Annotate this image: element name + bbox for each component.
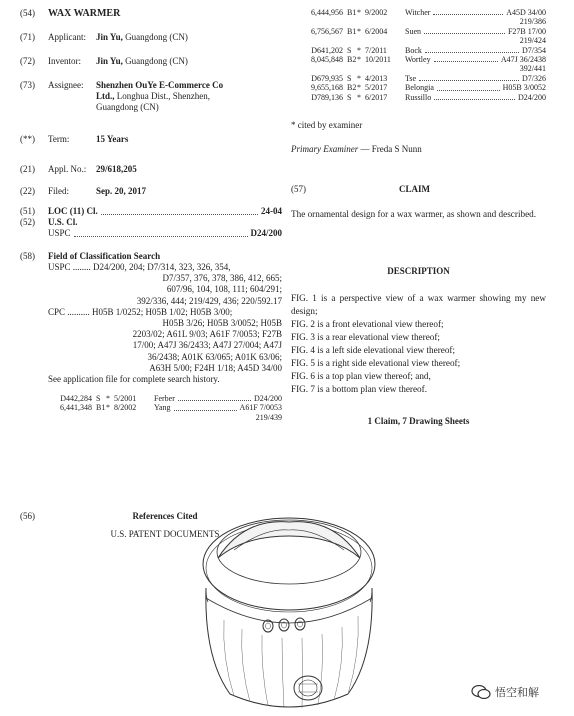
search-line: 36/2438; A01K 63/065; A01K 63/06; [147, 351, 282, 362]
leader-dots [437, 83, 500, 90]
claim-code: (57) [291, 184, 306, 194]
reference-row [291, 74, 546, 83]
ref-number: D641,202 [311, 45, 343, 55]
leader-dots [425, 46, 519, 53]
ref-class-continued: 392/441 [519, 64, 546, 74]
assignee-code: (73) [20, 80, 35, 90]
assignee-ltd: Ltd., [96, 91, 115, 102]
figure-description: FIG. 6 is a top plan view thereof; and, [291, 371, 431, 381]
ref-date: 6/2004 [365, 26, 388, 36]
description-list [291, 292, 546, 396]
figure-description: FIG. 5 is a right side elevational view thereof; [291, 358, 461, 368]
ref-date: 6/2017 [365, 92, 388, 102]
uspc-label: USPC [48, 228, 71, 238]
ref-class: A61F 7/0053 [239, 403, 282, 413]
ref-inventor: Belongia [405, 83, 434, 93]
ref-inventor: Yang [154, 403, 171, 413]
ref-inventor: Suen [405, 26, 421, 36]
search-line: D7/357, 376, 378, 386, 412, 665; [162, 273, 282, 284]
inventor-location: Guangdong (CN) [122, 56, 188, 66]
wechat-icon [471, 685, 491, 699]
search-line: H05B 3/26; H05B 3/0052; H05B [162, 318, 282, 329]
wax-warmer-drawing [184, 498, 394, 712]
reference-row [291, 55, 546, 64]
inventor-label: Inventor: [48, 56, 81, 66]
ref-class: D7/326 [522, 73, 546, 83]
ref-number: 8,045,848 [311, 55, 343, 65]
ref-number: 9,655,168 [311, 83, 343, 93]
search-label: Field of Classification Search [48, 251, 161, 261]
ref-star: * [357, 83, 361, 93]
assignee-address-2: Guangdong (CN) [96, 102, 159, 113]
ref-star: * [357, 8, 361, 17]
reference-row [291, 83, 546, 92]
refs-right-list [291, 8, 546, 102]
ref-class: D7/354 [522, 45, 546, 55]
uscl-label: U.S. Cl. [48, 217, 78, 227]
appl-number: 29/618,205 [96, 164, 137, 174]
refs-code: (56) [20, 511, 35, 521]
ref-date: 4/2013 [365, 73, 388, 83]
ref-class-continued: 219/424 [519, 36, 546, 46]
figure-description: FIG. 1 is a perspective view of a wax warmer showing my new design; [291, 293, 546, 316]
ref-inventor: Tse [405, 73, 416, 83]
search-code: (58) [20, 251, 35, 261]
leader-dots [424, 27, 505, 34]
ref-number: D442,284 [60, 394, 92, 403]
refs-left-list [40, 394, 282, 422]
reference-row [291, 93, 546, 102]
assignee-label: Assignee: [48, 80, 84, 90]
inventor-field [14, 56, 282, 70]
examiner-name: — Freda S Nunn [358, 144, 422, 154]
search-line: USPC ........ D24/200, 204; D7/314, 323, 326, 354, [48, 262, 231, 272]
search-line: 2203/02; A61L 9/03; A61F 7/0053; F27B [132, 329, 282, 340]
title-code: (54) [20, 8, 35, 18]
ref-kind: B1 [347, 8, 357, 17]
reference-row [40, 394, 282, 403]
ref-star: * [357, 92, 361, 102]
ref-date: 8/2002 [114, 403, 137, 413]
ref-star: * [357, 73, 361, 83]
uscl-field [14, 217, 282, 239]
leader-dots [74, 236, 248, 237]
ref-class: F27B 17/00 [507, 26, 546, 36]
patent-title: WAX WARMER [48, 8, 121, 19]
leader-dots [419, 74, 519, 81]
ref-date: 5/2001 [114, 394, 137, 403]
ref-number: 6,756,567 [311, 26, 343, 36]
reference-row [291, 8, 546, 17]
search-line: 607/96, 104, 108, 111; 604/291; [166, 284, 282, 295]
ref-class: D24/200 [518, 92, 546, 102]
watermark-text: 悟空和解 [495, 686, 539, 699]
term-field [14, 134, 282, 148]
leader-dots [433, 8, 503, 15]
ref-number: D789,136 [311, 92, 343, 102]
appl-label: Appl. No.: [48, 164, 87, 174]
leader-dots [174, 403, 237, 410]
ref-number: D679,935 [311, 73, 343, 83]
ref-kind: B2 [347, 83, 357, 93]
examiner-label: Primary Examiner [291, 144, 359, 154]
ref-star: * [357, 45, 361, 55]
uspc-value: D24/200 [250, 228, 282, 238]
appl-code: (21) [20, 164, 35, 174]
leader-dots [434, 93, 515, 100]
cited-by-examiner: * cited by examiner [291, 120, 363, 130]
search-line: CPC .......... H05B 1/0252; H05B 1/02; H05B 3/00; [48, 306, 233, 317]
claim-title: CLAIM [399, 184, 430, 194]
ref-kind: B2 [347, 55, 357, 65]
watermark [471, 684, 539, 700]
ref-inventor: Witcher [405, 8, 431, 17]
term-code: (**) [20, 134, 35, 144]
ref-inventor: Russillo [405, 92, 432, 102]
ref-inventor: Ferber [154, 394, 175, 403]
leader-dots [434, 55, 498, 62]
search-line: A63H 5/00; F24H 1/18; A45D 34/00 [149, 362, 282, 373]
uscl-code: (52) [20, 217, 35, 227]
us-docs-heading: U.S. PATENT DOCUMENTS [110, 529, 220, 539]
ref-star: * [357, 55, 361, 65]
ref-kind: S [347, 45, 352, 55]
claim-text: The ornamental design for a wax warmer, as shown and described. [291, 209, 537, 219]
claims-sheets: 1 Claim, 7 Drawing Sheets [367, 416, 470, 426]
search-history-note: See application file for complete search history. [48, 374, 220, 385]
ref-class-continued: 219/386 [519, 17, 546, 27]
ref-class: H05B 3/0052 [502, 83, 546, 93]
reference-row [40, 403, 282, 412]
loc-value: 24-04 [261, 206, 282, 216]
ref-star: * [106, 403, 110, 413]
claim-heading [291, 184, 546, 195]
figure-description: FIG. 4 is a left side elevational view thereof; [291, 345, 456, 355]
term-value: 15 Years [96, 134, 129, 144]
filed-date: Sep. 20, 2017 [96, 186, 147, 196]
appl-field [14, 164, 282, 178]
figure-description: FIG. 2 is a front elevational view thereof; [291, 319, 444, 329]
leader-dots [101, 214, 258, 215]
filed-label: Filed: [48, 186, 70, 196]
ref-class: A45D 34/00 [506, 8, 546, 17]
ref-kind: S [347, 73, 352, 83]
loc-field [14, 206, 282, 217]
inventor-code: (72) [20, 56, 35, 66]
figure-description: FIG. 3 is a rear elevational view thereof; [291, 332, 440, 342]
leader-dots [178, 394, 251, 401]
ref-kind: B1 [96, 403, 106, 413]
filed-code: (22) [20, 186, 35, 196]
ref-kind: B1 [347, 26, 357, 36]
loc-code: (51) [20, 206, 35, 216]
left-column [14, 0, 282, 539]
examiner-line [291, 144, 422, 155]
assignee-address-1: Longhua Dist., Shenzhen, [114, 91, 210, 102]
assignee-field [14, 80, 282, 116]
ref-star: * [106, 394, 110, 403]
ref-class: A47J 36/2438 [500, 55, 546, 65]
ref-kind: S [96, 394, 101, 403]
term-label: Term: [48, 134, 70, 144]
title-field [14, 8, 282, 22]
ref-inventor: Bock [405, 45, 422, 55]
ref-date: 7/2011 [365, 45, 387, 55]
ref-number: 6,444,956 [311, 8, 343, 17]
reference-row [291, 27, 546, 36]
reference-row [291, 46, 546, 55]
ref-date: 5/2017 [365, 83, 388, 93]
ref-date: 10/2011 [365, 55, 391, 65]
applicant-label: Applicant: [48, 32, 86, 42]
search-list [48, 262, 282, 385]
ref-date: 9/2002 [365, 8, 388, 17]
inventor-name: Jin Yu, [96, 56, 123, 66]
search-line: 17/00; A47J 36/2433; A47J 27/004; A47J [132, 340, 282, 351]
ref-star: * [357, 26, 361, 36]
applicant-field [14, 32, 282, 46]
applicant-location: Guangdong (CN) [122, 32, 188, 42]
applicant-name: Jin Yu, [96, 32, 123, 42]
ref-number: 6,441,348 [60, 403, 92, 413]
loc-label: LOC (11) Cl. [48, 206, 98, 216]
refs-title: References Cited [132, 511, 198, 521]
ref-inventor: Wortley [405, 55, 431, 65]
ref-class-continued: 219/439 [255, 412, 282, 422]
filed-field [14, 186, 282, 200]
figure-description: FIG. 7 is a bottom plan view thereof. [291, 384, 428, 394]
assignee-name: Shenzhen OuYe E-Commerce Co [96, 80, 224, 90]
applicant-code: (71) [20, 32, 35, 42]
search-line: 392/336, 444; 219/429, 436; 220/592.17 [136, 295, 282, 306]
description-title: DESCRIPTION [387, 266, 450, 276]
ref-kind: S [347, 92, 352, 102]
ref-class: D24/200 [254, 394, 282, 403]
